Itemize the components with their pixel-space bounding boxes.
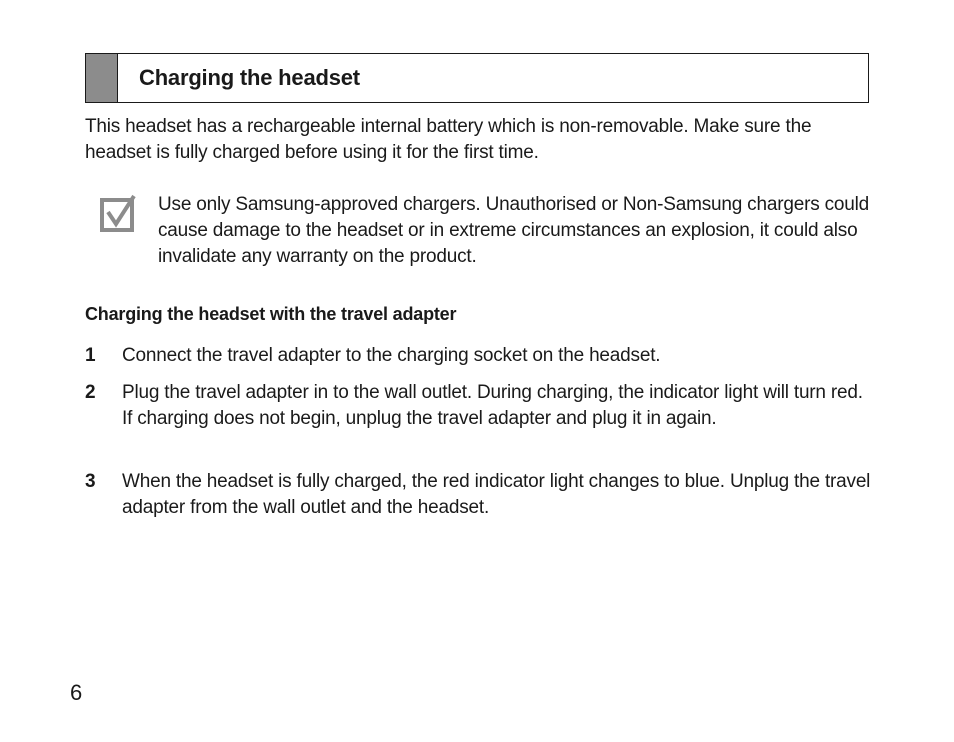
step-text: When the headset is fully charged, the red indicator light changes to blue. Unplug the travel adapter from the wall outlet and the headset.	[122, 471, 871, 518]
section-title: Charging the headset	[139, 65, 360, 90]
step-number: 3	[85, 471, 96, 492]
check-box-icon	[100, 194, 136, 232]
subheading: Charging the headset with the travel adapter	[85, 304, 457, 324]
title-tab-marker	[86, 54, 118, 102]
step-number: 2	[85, 382, 96, 403]
note-text: Use only Samsung-approved chargers. Unauthorised or Non-Samsung chargers could cause damage to the headset or in extreme circumstances an explosion, it could also invalidate any warranty on the product.	[158, 194, 870, 267]
step-text: Plug the travel adapter in to the wall outlet. During charging, the indicator light will turn red. If charging does not begin, unplug the travel adapter and plug it in again.	[122, 382, 863, 429]
step-text: Connect the travel adapter to the charging socket on the headset.	[122, 345, 661, 366]
step-number: 1	[85, 345, 96, 366]
intro-paragraph: This headset has a rechargeable internal battery which is non-removable. Make sure the headset is fully charged before using it for the first time.	[85, 116, 812, 163]
page-number: 6	[70, 680, 83, 705]
section-title-box	[85, 53, 869, 103]
